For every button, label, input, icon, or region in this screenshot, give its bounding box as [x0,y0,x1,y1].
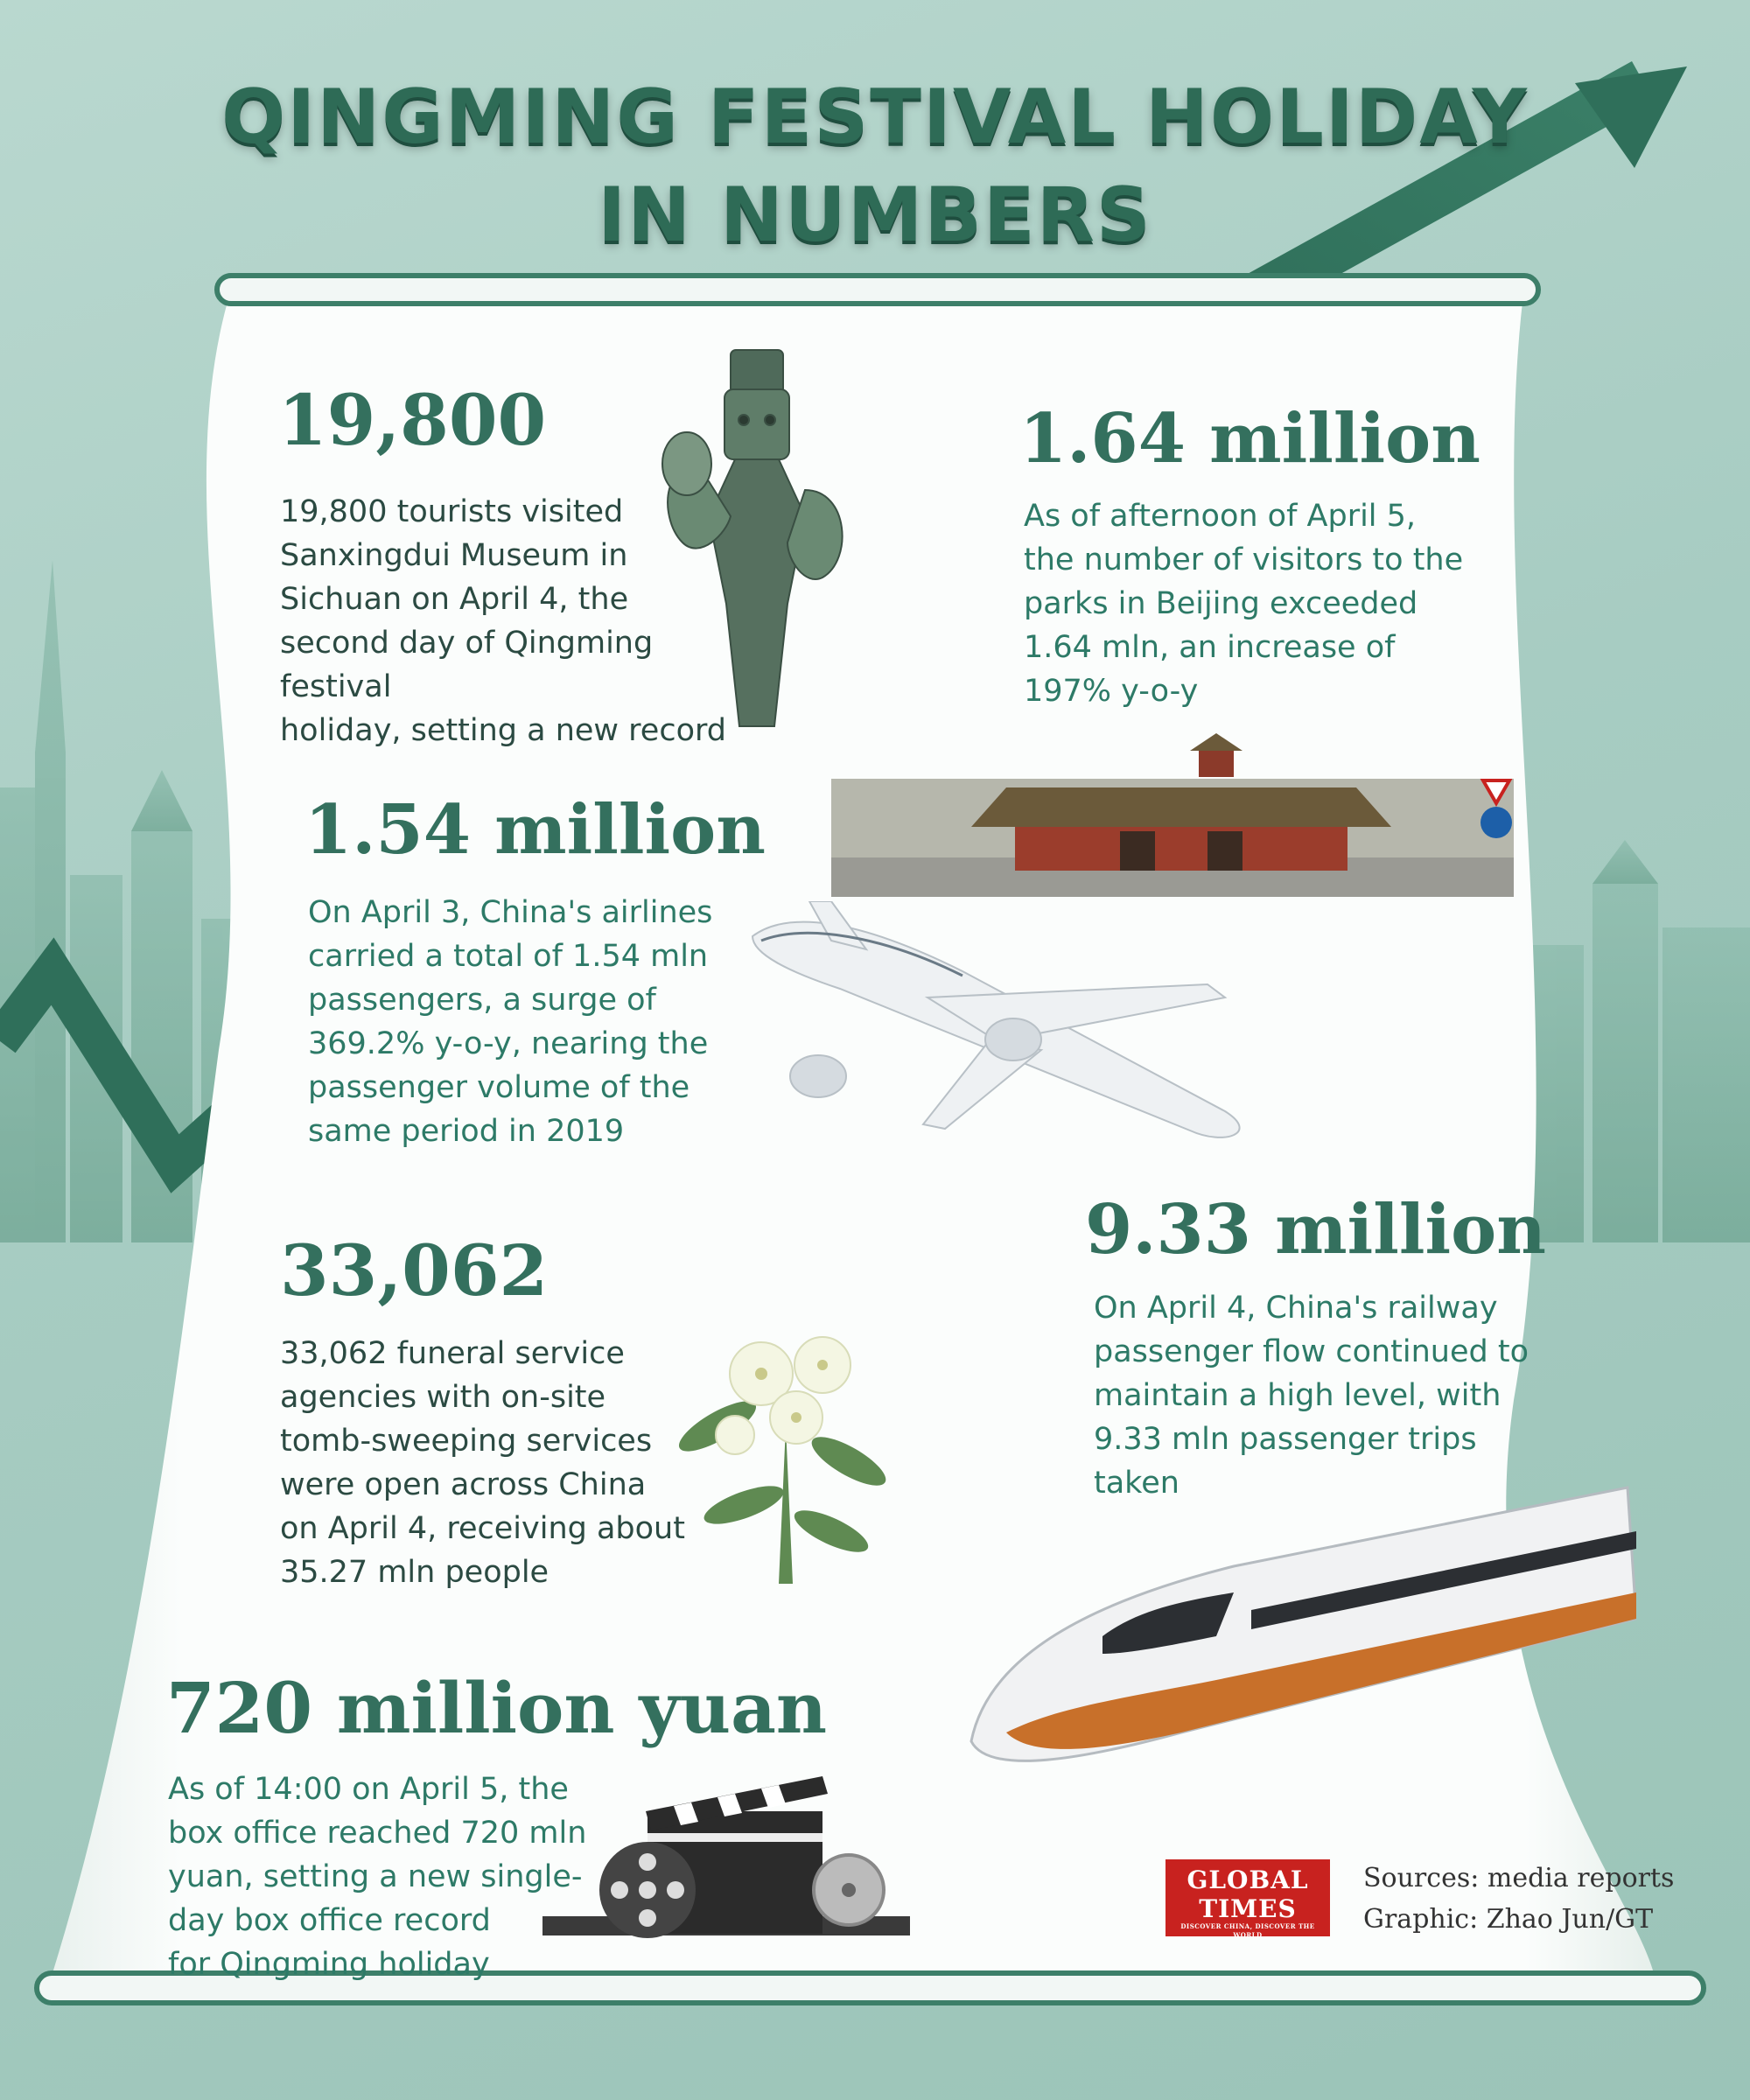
stat-figure-airlines: 1.54 million [304,790,766,870]
sources-credit: Sources: media reports [1363,1863,1675,1894]
graphic-credit: Graphic: Zhao Jun/GT [1363,1904,1654,1935]
stat-text-box-office: As of 14:00 on April 5, the box office reached 720 mln yuan, setting a new single- day box office record for Qingming holiday [168,1772,587,1982]
title-line-1: QINGMING FESTIVAL HOLIDAY [221,74,1529,161]
global-times-logo: GLOBAL TIMES DISCOVER CHINA, DISCOVER THE WORLD [1166,1859,1330,1936]
park-gate-photo [831,726,1514,897]
stat-figure-funeral-services: 33,062 [280,1229,549,1312]
stat-figure-sanxingdui: 19,800 [278,379,547,461]
stat-text-railway: On April 4, China's railway passenger flow continued to maintain a high level, with 9.33 mln passenger trips taken [1094,1291,1529,1501]
film-clapperboard-icon [542,1759,919,1960]
stat-figure-box-office: 720 million yuan [166,1667,828,1749]
stat-text-funeral-services: 33,062 funeral service agencies with on-site tomb-sweeping services were open across China on April 4, receiving about 35.27 mln people [280,1336,685,1590]
page-title [0,68,1750,264]
scroll-roller-top [217,276,1538,304]
stat-figure-railway: 9.33 million [1085,1190,1546,1270]
stat-text-airlines: On April 3, China's airlines carried a total of 1.54 mln passengers, a surge of 369.2% y-o-y, nearing the passenger volume of the same period in 2019 [308,895,713,1149]
high-speed-train-icon [954,1479,1636,1776]
stat-text-beijing-parks: As of afternoon of April 5, the number of visitors to the parks in Beijing exceeded 1.64 mln, an increase of 197% y-o-y [1024,499,1464,709]
stat-text-sanxingdui: 19,800 tourists visited Sanxingdui Museum in Sichuan on April 4, the second day of Qingming festival holiday, setting a new record [280,494,726,748]
stat-figure-beijing-parks: 1.64 million [1019,399,1480,479]
airplane-icon [735,901,1312,1146]
title-line-2: IN NUMBERS [598,172,1152,259]
